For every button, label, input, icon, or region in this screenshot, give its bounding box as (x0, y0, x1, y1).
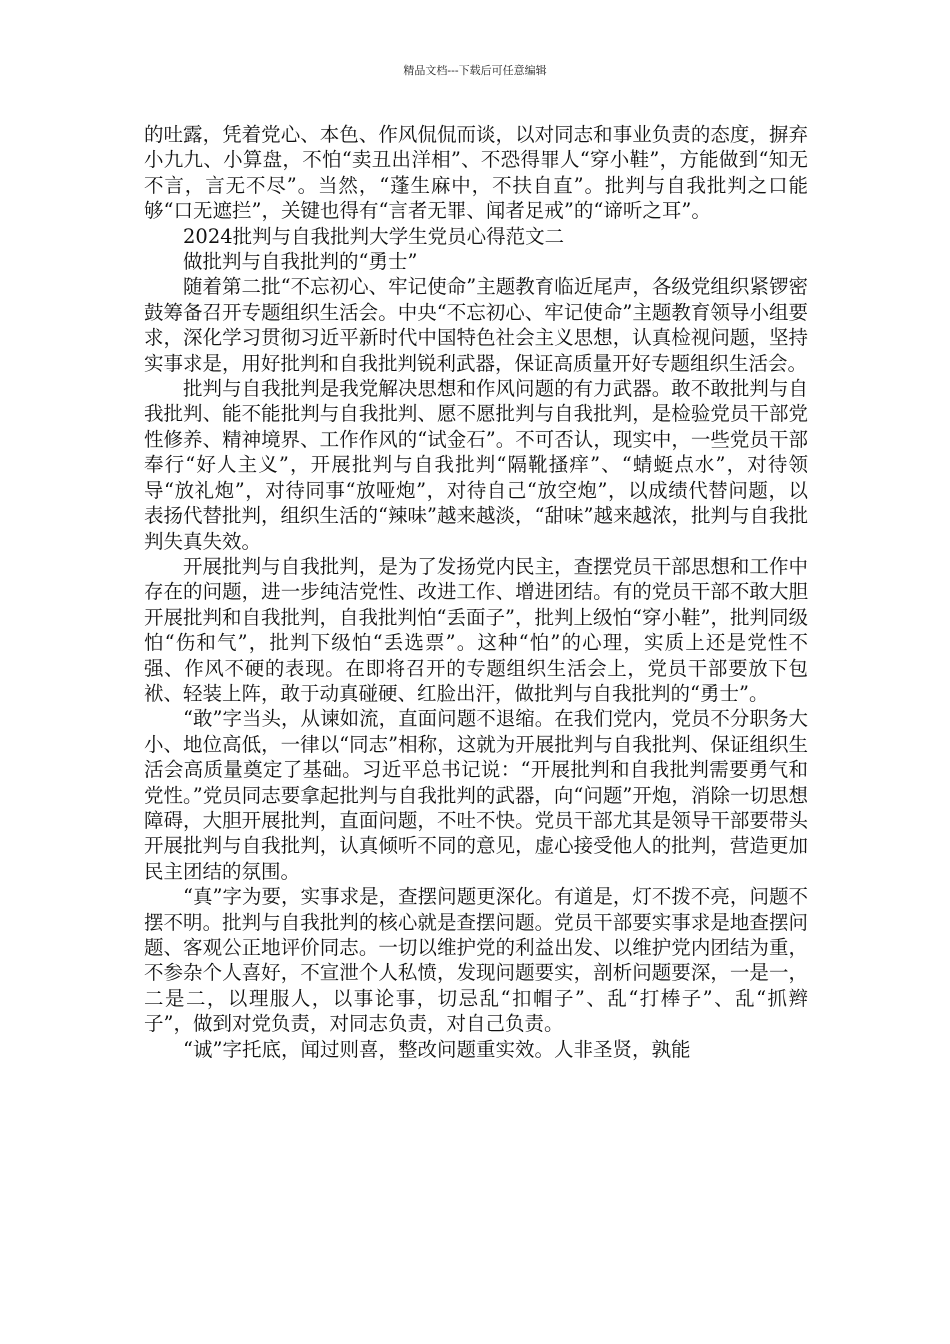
paragraph: “敢”字当头，从谏如流，直面问题不退缩。在我们党内，党员不分职务大小、地位高低，一律以“同志”相称，这就为开展批判与自我批判、保证组织生活会高质量奠定了基础。习近平总书记说：“开展批判和自我批判需要勇气和党性。”党员同志要拿起批判与自我批判的武器，向“问题”开炮，消除一切思想障碍，大胆开展批判，直面问题，不吐不快。党员干部尤其是领导干部要带头开展批判与自我批判，认真倾听不同的意见，虚心接受他人的批判，营造更加民主团结的氛围。 (144, 707, 808, 883)
document-body (144, 122, 808, 1062)
page-header: 精品文档---下载后可任意编辑 (403, 64, 547, 77)
paragraph-continuation: 的吐露，凭着党心、本色、作风侃侃而谈，以对同志和事业负责的态度，摒弃小九九、小算盘，不怕“卖丑出洋相”、不恐得罪人“穿小鞋”，方能做到“知无不言，言无不尽”。当然，“蓬生麻中，不扶自直”。批判与自我批判之口能够“口无遮拦”，关键也得有“言者无罪、闻者足戒”的“谛听之耳”。 (144, 123, 808, 223)
paragraph: 随着第二批“不忘初心、牢记使命”主题教育临近尾声，各级党组织紧锣密鼓筹备召开专题组织生活会。中央“不忘初心、牢记使命”主题教育领导小组要求，深化学习贯彻习近平新时代中国特色社会主义思想，认真检视问题，坚持实事求是，用好批判和自我批判锐利武器，保证高质量开好专题组织生活会。 (144, 275, 808, 375)
paragraph: “诚”字托底，闻过则喜，整改问题重实效。人非圣贤，孰能 (183, 1037, 691, 1061)
paragraph: 开展批判与自我批判，是为了发扬党内民主，查摆党员干部思想和工作中存在的问题，进一步纯洁党性、改进工作、增进团结。有的党员干部不敢大胆开展批判和自我批判，自我批判怕“丢面子”，批判上级怕“穿小鞋”，批判同级怕“伤和气”，批判下级怕“丢选票”。这种“怕”的心理，实质上还是党性不强、作风不硬的表现。在即将召开的专题组织生活会上，党员干部要放下包袱、轻装上阵，敢于动真碰硬、红脸出汗，做批判与自我批判的“勇士”。 (144, 554, 808, 705)
article-title: 做批判与自我批判的“勇士” (183, 250, 418, 274)
paragraph: 批判与自我批判是我党解决思想和作风问题的有力武器。敢不敢批判与自我批判、能不能批判与自我批判、愿不愿批判与自我批判，是检验党员干部党性修养、精神境界、工作作风的“试金石”。不可否认，现实中，一些党员干部奉行“好人主义”，开展批判与自我批判“隔靴搔痒”、“蜻蜓点水”，对待领导“放礼炮”，对待同事“放哑炮”，对待自己“放空炮”，以成绩代替问题，以表扬代替批判，组织生活的“辣味”越来越淡，“甜味”越来越浓，批判与自我批判失真失效。 (144, 377, 808, 553)
section-title: 2024批判与自我批判大学生党员心得范文二 (183, 224, 565, 248)
paragraph: “真”字为要，实事求是，查摆问题更深化。有道是，灯不拨不亮，问题不摆不明。批判与自我批判的核心就是查摆问题。党员干部要实事求是地查摆问题、客观公正地评价同志。一切以维护党的利益出发、以维护党内团结为重，不参杂个人喜好，不宣泄个人私愤，发现问题要实，剖析问题要深，一是一，二是二，以理服人，以事论事，切忌乱“扣帽子”、乱“打棒子”、乱“抓辫子”，做到对党负责，对同志负责，对自己负责。 (144, 885, 808, 1036)
